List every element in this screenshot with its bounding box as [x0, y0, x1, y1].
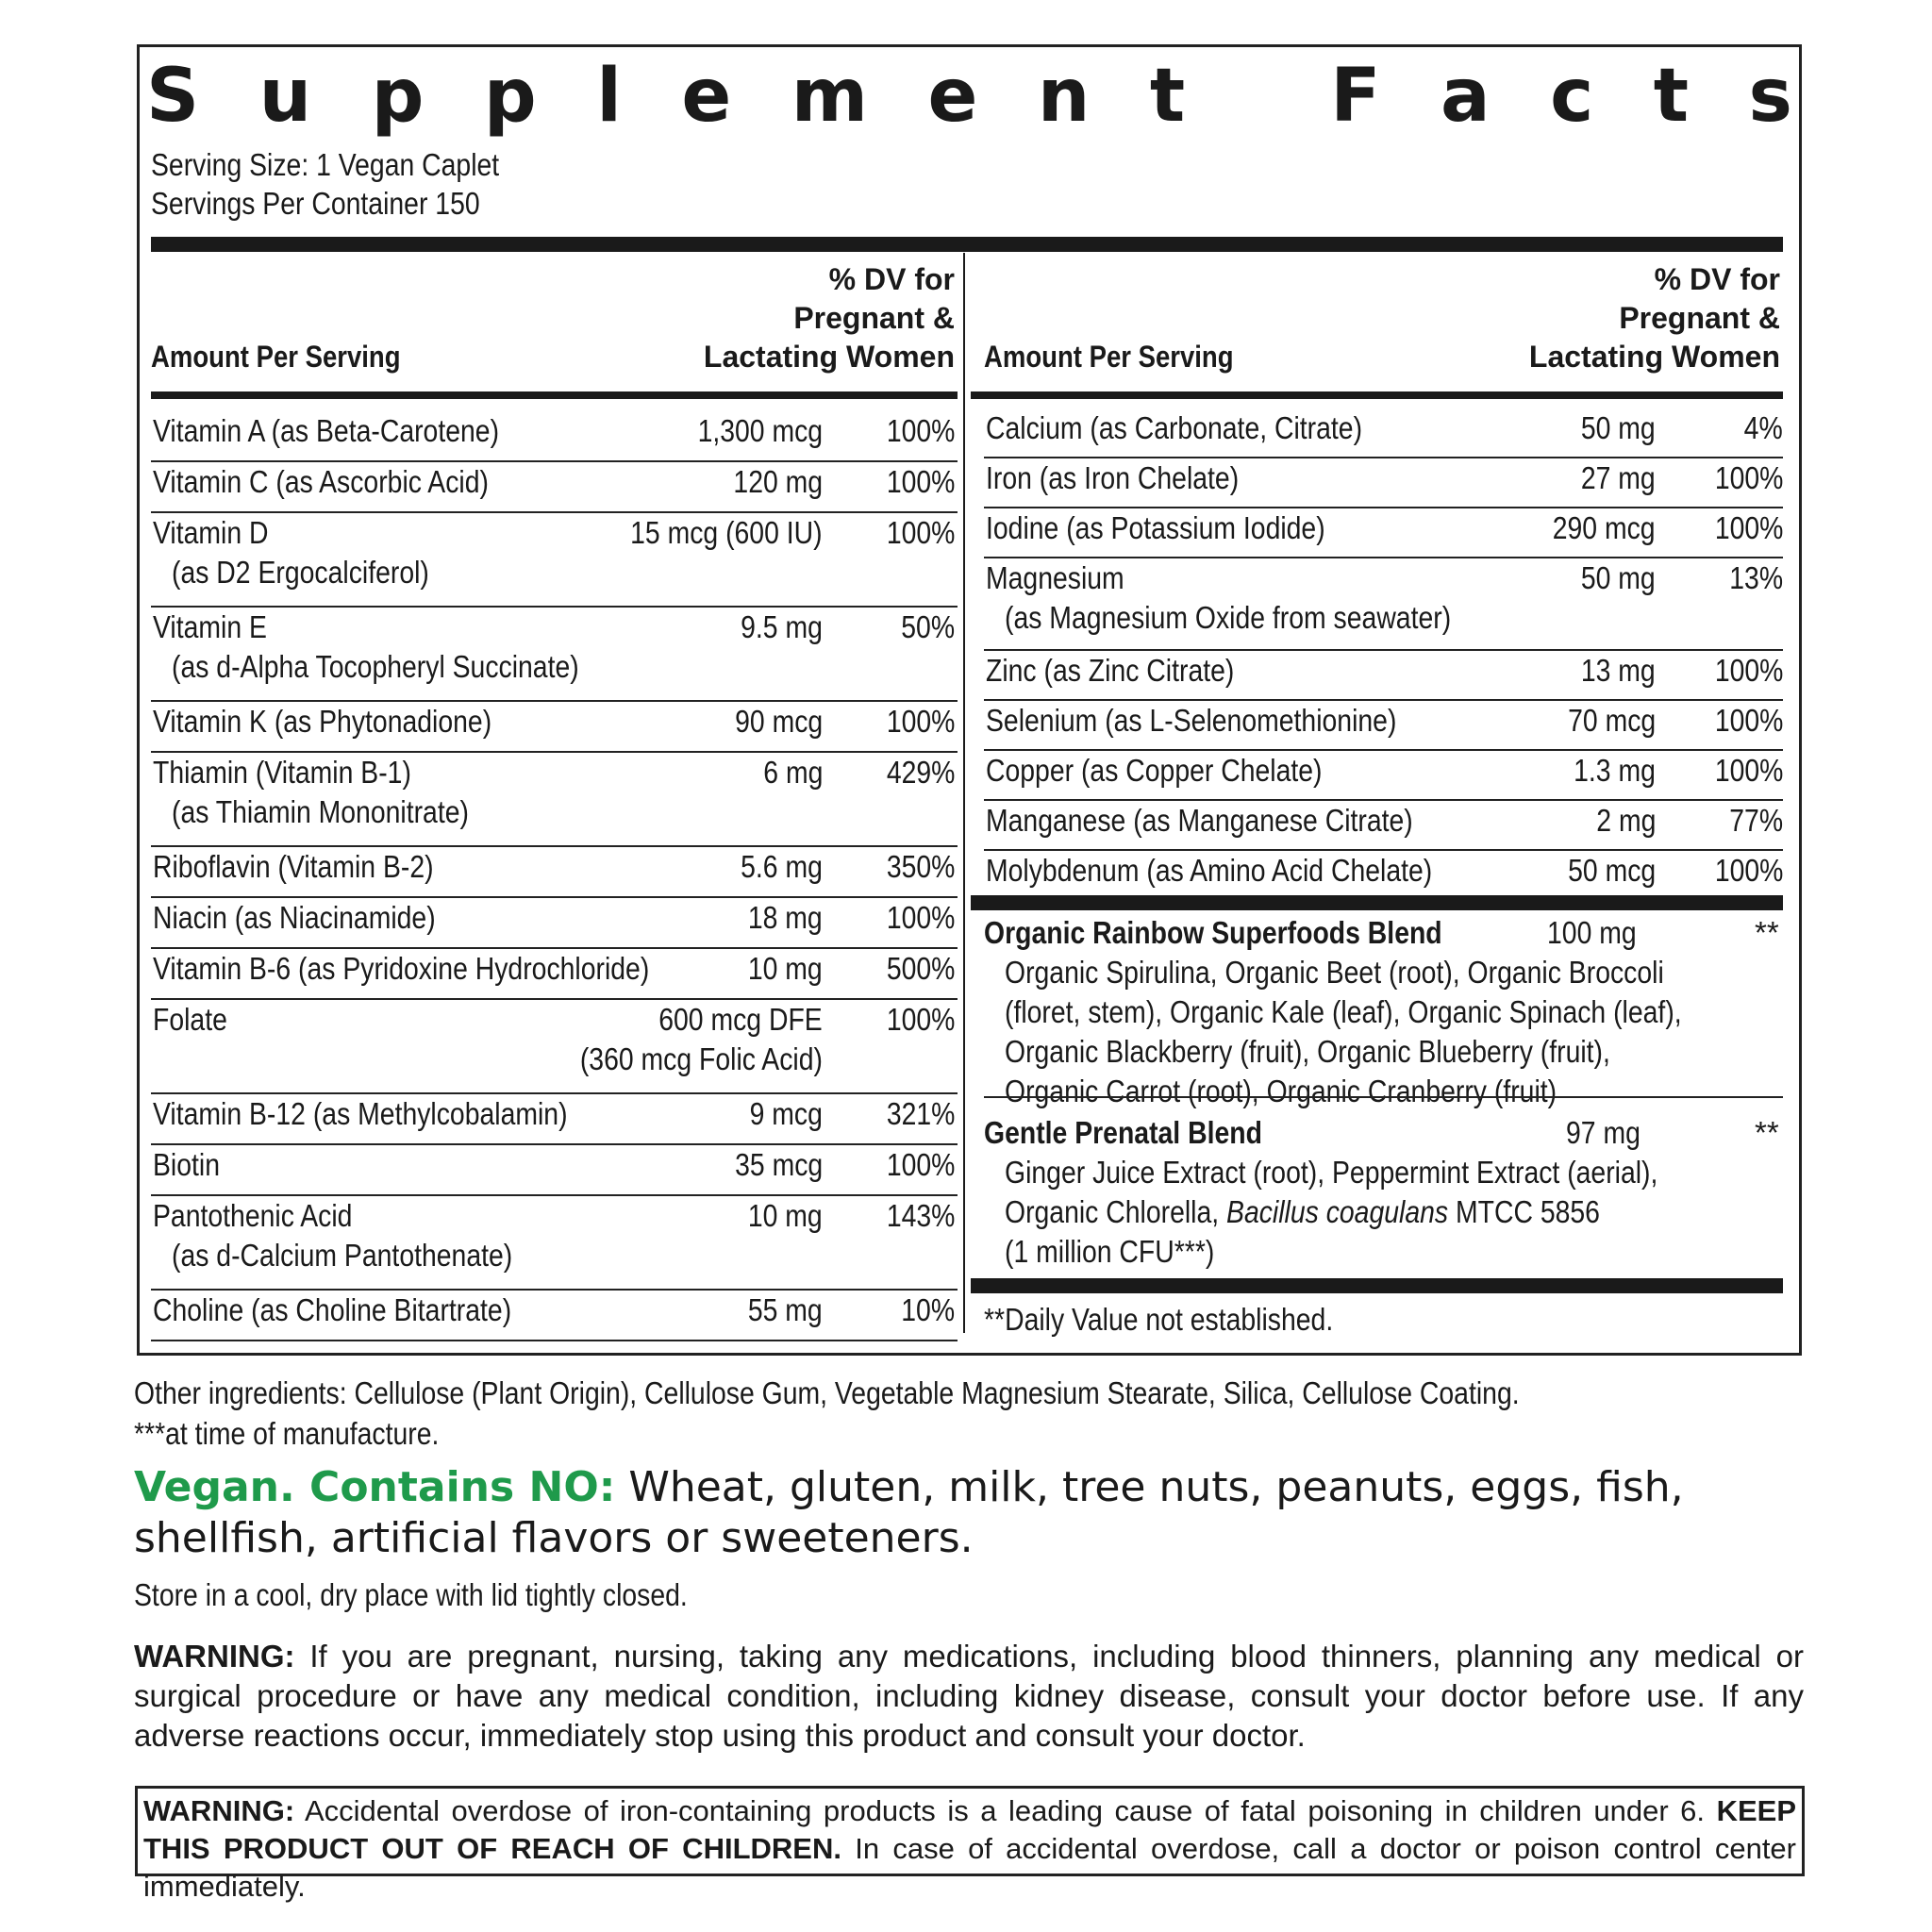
storage-instructions: Store in a cool, dry place with lid tightly closed. — [134, 1577, 688, 1612]
title-letter: l — [596, 54, 622, 139]
nutrient-dv: 100% — [886, 1147, 955, 1182]
title-letter: F — [1330, 54, 1381, 139]
nutrient-amount: 120 mg — [733, 464, 823, 499]
nutrient-name: Vitamin E — [153, 609, 267, 644]
nutrient-dv: 100% — [1714, 460, 1783, 495]
nutrient-dv: 50% — [901, 609, 955, 644]
blend-1-amount: 100 mg — [1547, 915, 1637, 950]
nutrient-dv: 100% — [1714, 703, 1783, 738]
nutrient-amount: 10 mg — [748, 951, 823, 986]
nutrient-amount: 6 mg — [762, 755, 823, 790]
header-divider-left — [151, 391, 958, 399]
nutrient-dv: 10% — [901, 1292, 955, 1327]
dv-note: **Daily Value not established. — [984, 1302, 1334, 1337]
nutrient-amount: 10 mg — [748, 1198, 823, 1233]
nutrient-name: Zinc (as Zinc Citrate) — [986, 653, 1235, 688]
nutrient-name: Riboflavin (Vitamin B-2) — [153, 849, 434, 884]
title-letter: S — [146, 54, 200, 139]
nutrient-amount: 2 mg — [1595, 803, 1656, 838]
title-letter: m — [791, 54, 869, 139]
title-letter: c — [1550, 54, 1594, 139]
blend-1-row-line — [984, 1096, 1783, 1098]
blend-2-amount: 97 mg — [1566, 1115, 1641, 1150]
nutrient-name: Thiamin (Vitamin B-1) — [153, 755, 411, 790]
blend-1-name: Organic Rainbow Superfoods Blend — [984, 915, 1442, 950]
nutrient-amount: 1.3 mg — [1574, 753, 1656, 788]
nutrient-amount: 13 mg — [1581, 653, 1656, 688]
nutrient-dv: 100% — [886, 1002, 955, 1037]
nutrient-dv: 100% — [886, 900, 955, 935]
servings-per-container: Servings Per Container 150 — [151, 186, 480, 221]
nutrient-name: Pantothenic Acid — [153, 1198, 353, 1233]
title-letter: s — [1748, 54, 1792, 139]
nutrient-amount-detail: (360 mcg Folic Acid) — [579, 1041, 823, 1076]
serving-size: Serving Size: 1 Vegan Caplet — [151, 147, 500, 182]
title-letter: p — [371, 54, 425, 139]
nutrient-name: Biotin — [153, 1147, 221, 1182]
nutrient-amount: 600 mcg DFE — [658, 1002, 823, 1037]
nutrient-amount: 50 mg — [1581, 410, 1656, 445]
nutrient-name: Copper (as Copper Chelate) — [986, 753, 1323, 788]
right-dv-header: % DV for Pregnant & Lactating Women — [1528, 262, 1780, 374]
blend-2-line-1: Ginger Juice Extract (root), Peppermint Extract (aerial), — [1005, 1155, 1658, 1190]
panel-title — [146, 54, 1792, 139]
blend-2-name: Gentle Prenatal Blend — [984, 1115, 1262, 1150]
nutrient-name: Magnesium — [986, 560, 1124, 595]
header-divider-right — [971, 391, 1783, 399]
title-letter: t — [1653, 54, 1690, 139]
nutrient-amount: 70 mcg — [1567, 703, 1656, 738]
left-amount-header: Amount Per Serving — [151, 340, 401, 374]
nutrient-dv: 143% — [886, 1198, 955, 1233]
title-letter: e — [927, 54, 978, 139]
nutrient-dv: 100% — [1714, 510, 1783, 545]
nutrient-name: Vitamin B-12 (as Methylcobalamin) — [153, 1096, 568, 1131]
title-letter: e — [681, 54, 732, 139]
nutrient-name: Choline (as Choline Bitartrate) — [153, 1292, 512, 1327]
nutrient-form: (as d-Calcium Pantothenate) — [172, 1238, 513, 1273]
footnote-divider — [971, 1278, 1783, 1293]
nutrient-amount: 27 mg — [1581, 460, 1656, 495]
blend-divider — [971, 895, 1783, 910]
blend-2-line-3: (1 million CFU***) — [1005, 1234, 1215, 1269]
left-row-divider — [151, 1340, 958, 1341]
nutrient-name: Selenium (as L-Selenomethionine) — [986, 703, 1397, 738]
iron-warning: WARNING: Accidental overdose of iron-containing products is a leading cause of fatal poisoning in children under 6. KEEP THIS PRODUCT OUT OF REACH OF CHILDREN. In case of accidental overdose, call a doctor or poison control center immediately. — [143, 1794, 1796, 1903]
nutrient-dv: 100% — [1714, 853, 1783, 888]
title-letter: u — [258, 54, 312, 139]
nutrient-amount: 5.6 mg — [741, 849, 823, 884]
general-warning: WARNING: If you are pregnant, nursing, taking any medications, including blood thinners, planning any medical or surgical procedure or have any medical condition, including kidney disease, consult your doctor before use. If any adverse reactions occur, immediately stop using this product and consult your doctor. — [134, 1639, 1804, 1753]
title-letter: p — [483, 54, 537, 139]
nutrient-dv: 100% — [886, 464, 955, 499]
nutrient-name: Vitamin B-6 (as Pyridoxine Hydrochloride) — [153, 951, 650, 986]
vegan-statement: Vegan. Contains NO: Wheat, gluten, milk, tree nuts, peanuts, eggs, fish, shellfish, artificial flavors or sweeteners. — [134, 1463, 1684, 1562]
nutrient-amount: 50 mg — [1581, 560, 1656, 595]
manufacture-note: ***at time of manufacture. — [134, 1416, 440, 1451]
nutrient-form: (as Magnesium Oxide from seawater) — [1005, 600, 1452, 635]
nutrient-name: Vitamin D — [153, 515, 269, 550]
nutrient-name: Vitamin K (as Phytonadione) — [153, 704, 492, 739]
nutrient-dv: 77% — [1729, 803, 1783, 838]
nutrient-dv: 100% — [1714, 753, 1783, 788]
nutrient-dv: 100% — [886, 413, 955, 448]
blend-1-dv: ** — [1755, 915, 1779, 950]
nutrient-dv: 100% — [886, 515, 955, 550]
other-ingredients: Other ingredients: Cellulose (Plant Origin), Cellulose Gum, Vegetable Magnesium Stearate, Silica, Cellulose Coating. — [134, 1375, 1520, 1410]
nutrient-amount: 15 mcg (600 IU) — [630, 515, 823, 550]
blend-1-line: (floret, stem), Organic Kale (leaf), Organic Spinach (leaf), — [1005, 994, 1682, 1029]
nutrient-name: Folate — [153, 1002, 227, 1037]
blend-2-dv: ** — [1755, 1115, 1779, 1150]
nutrient-dv: 350% — [886, 849, 955, 884]
nutrient-amount: 9 mcg — [749, 1096, 823, 1131]
blend-1-line: Organic Spirulina, Organic Beet (root), Organic Broccoli — [1005, 955, 1664, 990]
thick-divider — [151, 237, 1783, 252]
nutrient-dv: 100% — [1714, 653, 1783, 688]
nutrient-name: Molybdenum (as Amino Acid Chelate) — [986, 853, 1433, 888]
nutrient-name: Calcium (as Carbonate, Citrate) — [986, 410, 1363, 445]
nutrient-amount: 35 mcg — [734, 1147, 823, 1182]
title-letter: n — [1037, 54, 1091, 139]
nutrient-dv: 321% — [886, 1096, 955, 1131]
right-amount-header: Amount Per Serving — [984, 340, 1234, 374]
nutrient-dv: 13% — [1729, 560, 1783, 595]
nutrient-name: Vitamin C (as Ascorbic Acid) — [153, 464, 489, 499]
title-letter: t — [1149, 54, 1186, 139]
nutrient-name: Niacin (as Niacinamide) — [153, 900, 436, 935]
nutrient-dv: 500% — [886, 951, 955, 986]
nutrient-amount: 55 mg — [748, 1292, 823, 1327]
column-divider — [963, 253, 965, 1333]
nutrient-dv: 4% — [1743, 410, 1783, 445]
nutrient-form: (as Thiamin Mononitrate) — [172, 794, 469, 829]
nutrient-name: Iodine (as Potassium Iodide) — [986, 510, 1325, 545]
nutrient-name: Iron (as Iron Chelate) — [986, 460, 1240, 495]
nutrient-dv: 429% — [886, 755, 955, 790]
nutrient-form: (as d-Alpha Tocopheryl Succinate) — [172, 649, 579, 684]
nutrient-dv: 100% — [886, 704, 955, 739]
left-dv-header: % DV for Pregnant & Lactating Women — [703, 262, 955, 374]
title-letter: a — [1440, 54, 1491, 139]
nutrient-amount: 50 mcg — [1567, 853, 1656, 888]
blend-2-line-2: Organic Chlorella, Bacillus coagulans MTCC 5856 — [1005, 1194, 1600, 1229]
blend-1-line: Organic Blackberry (fruit), Organic Blueberry (fruit), — [1005, 1034, 1610, 1069]
nutrient-amount: 90 mcg — [734, 704, 823, 739]
nutrient-amount: 18 mg — [748, 900, 823, 935]
nutrient-name: Vitamin A (as Beta-Carotene) — [153, 413, 500, 448]
nutrient-amount: 9.5 mg — [741, 609, 823, 644]
nutrient-form: (as D2 Ergocalciferol) — [172, 555, 429, 590]
nutrient-amount: 1,300 mcg — [697, 413, 823, 448]
blend-1-line: Organic Carrot (root), Organic Cranberry (fruit) — [1005, 1074, 1557, 1108]
title-space — [1245, 58, 1271, 134]
nutrient-name: Manganese (as Manganese Citrate) — [986, 803, 1413, 838]
nutrient-amount: 290 mcg — [1553, 510, 1656, 545]
